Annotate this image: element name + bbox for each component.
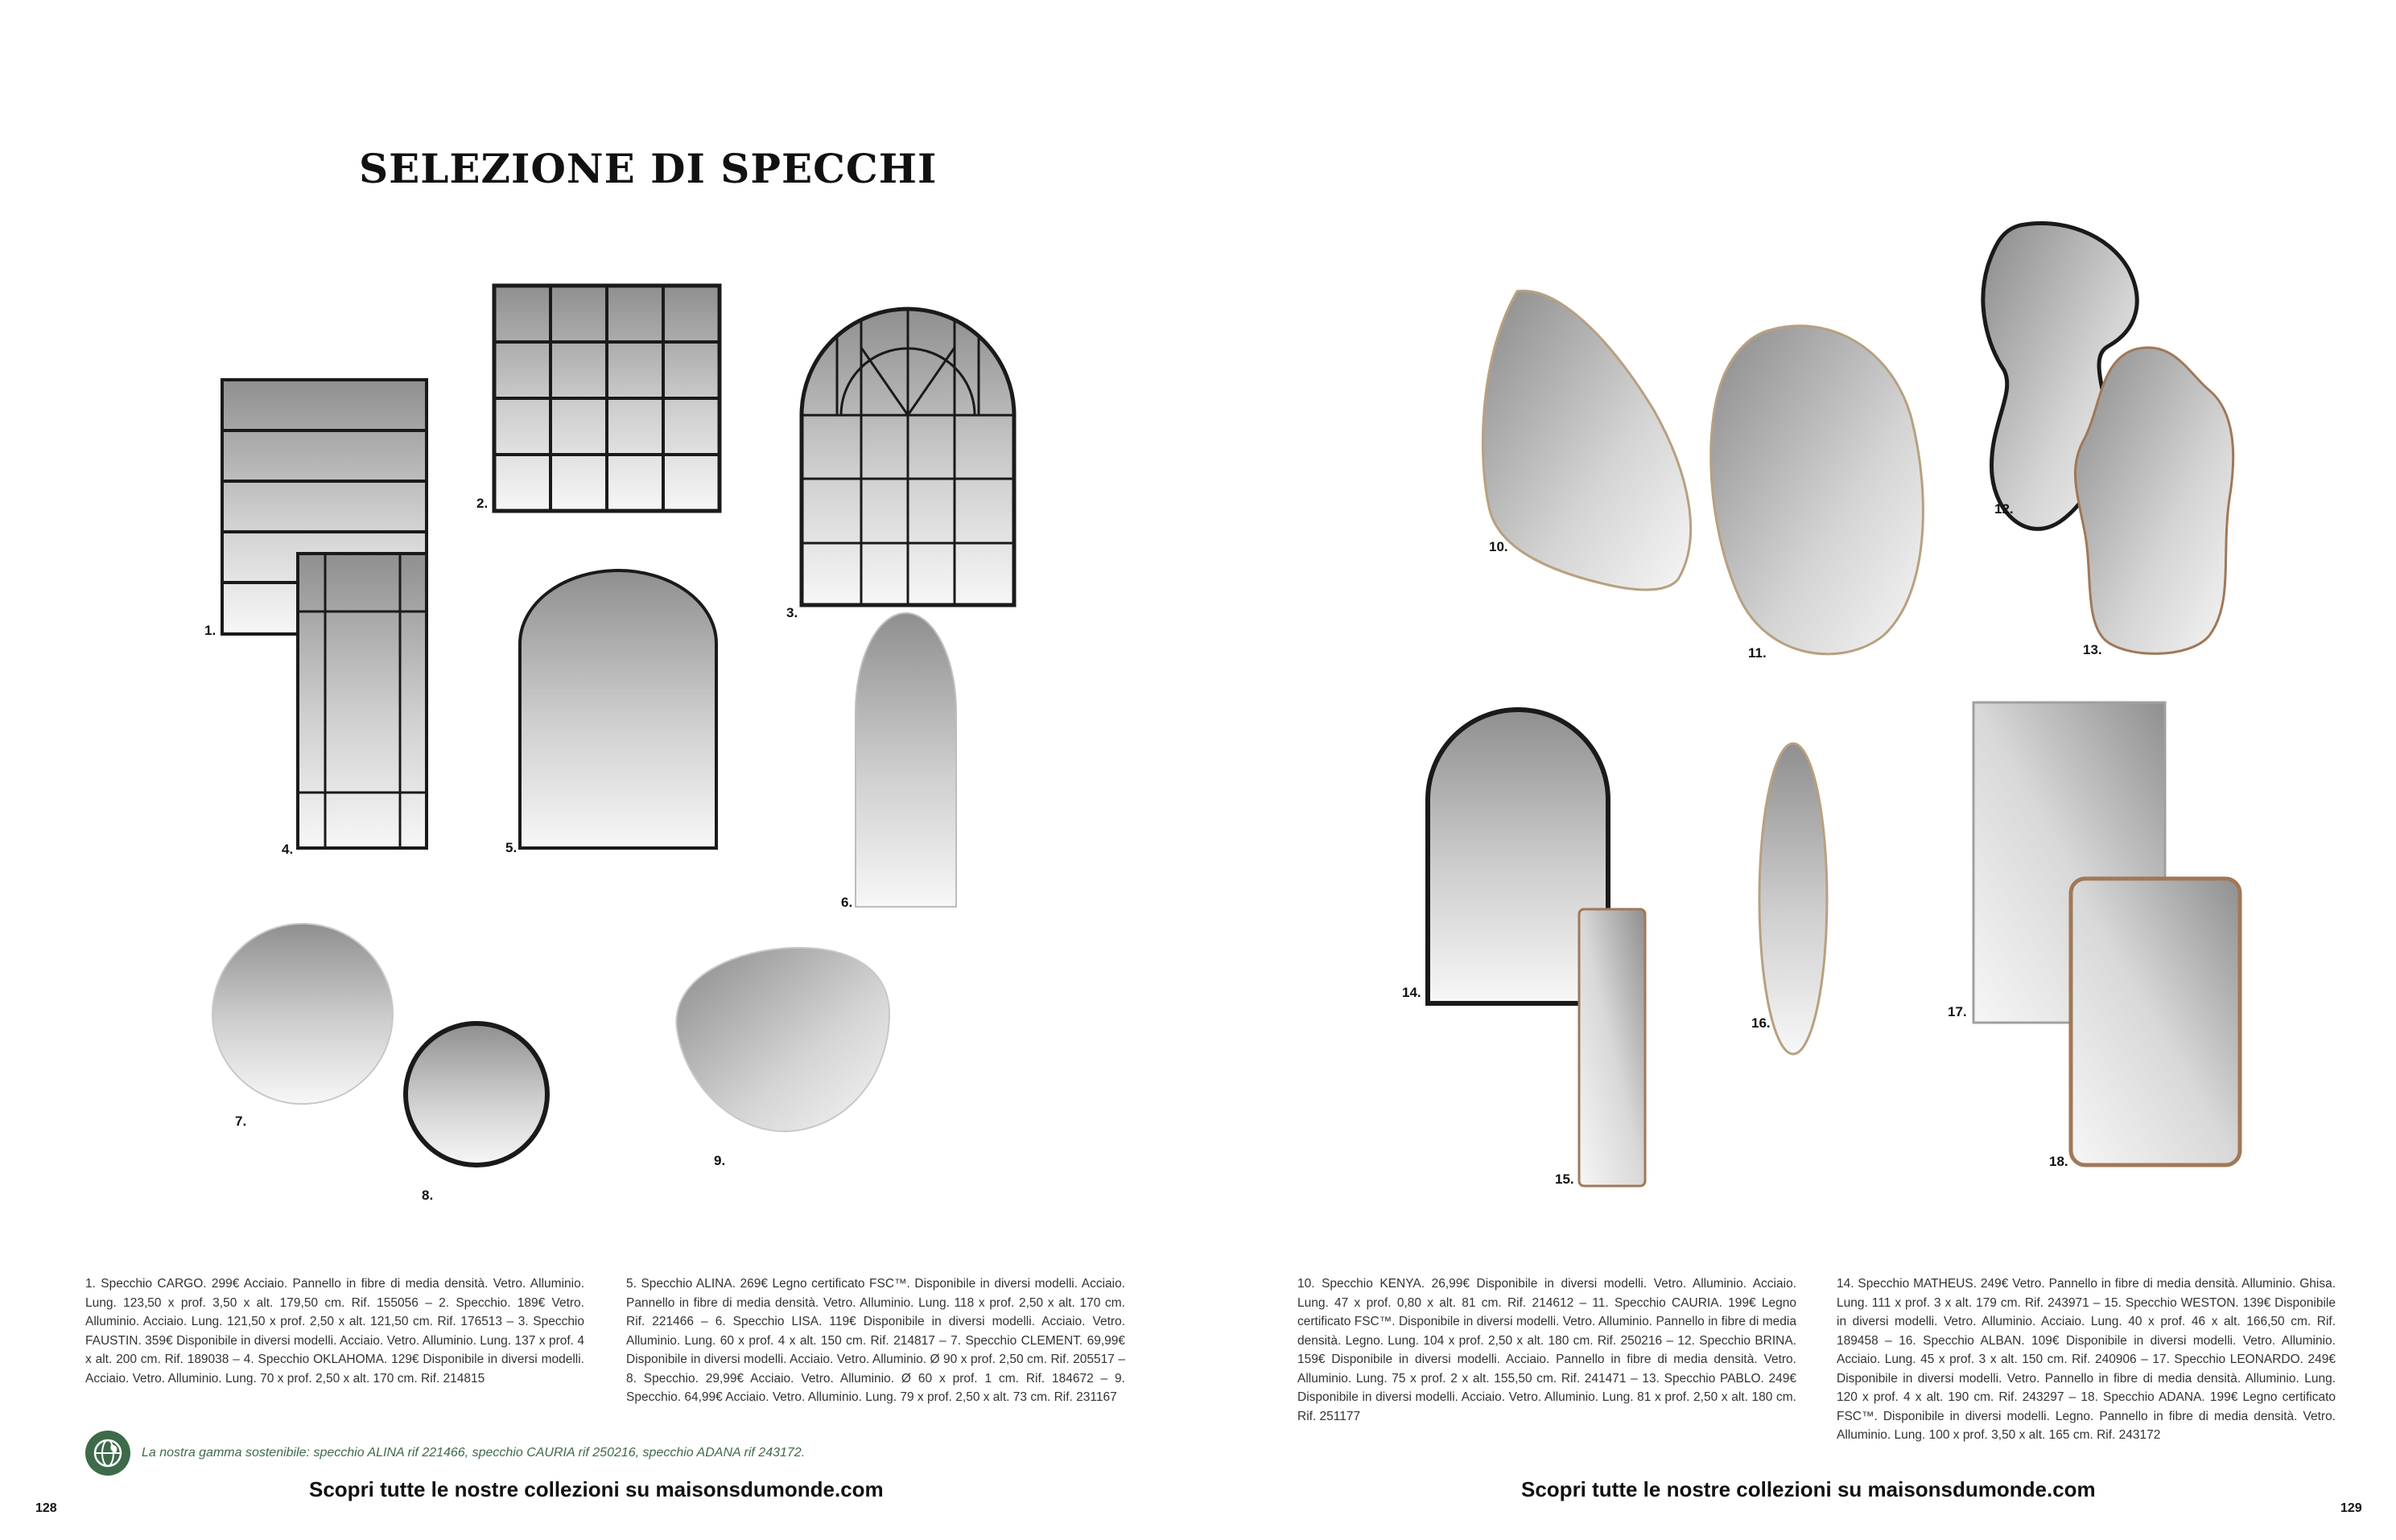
page-number-left: 128: [35, 1501, 57, 1515]
item-number-6: 6.: [841, 895, 853, 910]
item-number-11: 11.: [1748, 645, 1767, 661]
item-number-7: 7.: [235, 1114, 247, 1129]
mirror-10-kenya: [1483, 290, 1690, 590]
mirror-11-cauria: [1711, 326, 1924, 654]
item-number-10: 10.: [1489, 539, 1508, 554]
item-number-8: 8.: [422, 1188, 434, 1203]
mirror-9-organic: [676, 948, 889, 1131]
globe-leaf-icon: [85, 1431, 130, 1476]
item-number-5: 5.: [505, 840, 518, 855]
description-column-1: [85, 1274, 584, 1388]
sustainability-note: [85, 1431, 805, 1476]
mirror-8-round: [406, 1023, 547, 1165]
mirror-3-faustin: [802, 309, 1014, 605]
mirror-2-grid: [494, 286, 720, 511]
item-number-16: 16.: [1751, 1015, 1771, 1031]
mirror-16-alban: [1759, 743, 1827, 1054]
description-text-1: 1. Specchio CARGO. 299€ Acciaio. Pannello in fibre di media densità. Vetro. Alluminio. Lung. 123,50 x prof. 3,50 x alt. 179,50 cm. Rif. 155056 – 2. Specchio. 189€ Vetro. Alluminio. Acciaio. Lung. 121,50 x prof. 2,50 x alt. 121,50 cm. Rif. 176513 – 3. Specchio FAUSTIN. 359€ Disponibile in diversi modelli. Acciaio. Vetro. Alluminio. Lung. 137 x prof. 4 x alt. 200 cm. Rif. 189038 – 4. Specchio OKLAHOMA. 129€ Disponibile in diversi modelli. Acciaio. Vetro. Alluminio. Lung. 70 x prof. 2,50 x alt. 170 cm. Rif. 214815: [85, 1277, 584, 1386]
mirror-15-weston: [1579, 909, 1645, 1186]
sustainability-text: La nostra gamma sostenibile: specchio ALINA rif 221466, specchio CAURIA rif 250216, specchio ADANA rif 243172.: [142, 1446, 806, 1460]
item-number-15: 15.: [1555, 1171, 1574, 1187]
item-number-12: 12.: [1994, 501, 2014, 517]
mirror-6-lisa: [856, 613, 956, 907]
page-title: SELEZIONE DI SPECCHI: [359, 145, 938, 192]
item-number-3: 3.: [786, 605, 798, 620]
item-number-9: 9.: [714, 1153, 726, 1168]
item-number-1: 1.: [204, 623, 217, 638]
mirror-5-alina: [520, 570, 716, 848]
footer-link-left[interactable]: Scopri tutte le nostre collezioni su maisonsdumonde.com: [309, 1477, 884, 1501]
description-text-2: 5. Specchio ALINA. 269€ Legno certificato FSC™. Disponibile in diversi modelli. Acciaio. Pannello in fibre di media densità. Vetro. Alluminio. Lung. 118 x prof. 2,50 x alt. 170 cm. Rif. 221466 – 6. Specchio LISA. 119€ Disponibile in diversi modelli. Acciaio. Vetro. Alluminio. Lung. 60 x prof. 4 x alt. 150 cm. Rif. 214817 – 7. Specchio CLEMENT. 69,99€ Disponibile in diversi modelli. Acciaio. Vetro. Alluminio. Ø 90 x prof. 2,50 cm. Rif. 205517 – 8. Specchio. 29,99€ Acciaio. Vetro. Alluminio. Ø 60 x prof. 1 cm. Rif. 184672 – 9. Specchio. 64,99€ Acciaio. Vetro. Alluminio. Lung. 79 x prof. 2,50 x alt. 73 cm. Rif. 231167: [626, 1277, 1125, 1404]
item-number-14: 14.: [1402, 985, 1421, 1000]
item-number-13: 13.: [2083, 642, 2102, 657]
item-number-17: 17.: [1948, 1004, 1967, 1019]
description-text-4: 14. Specchio MATHEUS. 249€ Vetro. Pannello in fibre di media densità. Alluminio. Ghisa. Lung. 111 x prof. 3 x alt. 179 cm. Rif. 243971 – 15. Specchio WESTON. 139€ Disponibile in diversi modelli. Vetro. Alluminio. Acciaio. Lung. 40 x prof. 46 x alt. 166,50 cm. Rif. 189458 – 16. Specchio ALBAN. 109€ Disponibile in diversi modelli. Vetro. Alluminio. Acciaio. Lung. 45 x prof. 3 x alt. 150 cm. Rif. 240906 – 17. Specchio LEONARDO. 249€ Disponibile in diversi modelli. Vetro. Pannello in fibre di media densità. Alluminio. Lung. 120 x prof. 4 x alt. 190 cm. Rif. 243297 – 18. Specchio ADANA. 199€ Legno certificato FSC™. Disponibile in diversi modelli. Legno. Pannello in fibre di media densità. Vetro. Alluminio. Lung. 100 x prof. 3,50 x alt. 165 cm. Rif. 243172: [1837, 1277, 2336, 1442]
description-column-3: [1297, 1274, 1796, 1426]
footer-link-right[interactable]: Scopri tutte le nostre collezioni su maisonsdumonde.com: [1521, 1477, 2096, 1501]
description-text-3: 10. Specchio KENYA. 26,99€ Disponibile in diversi modelli. Vetro. Alluminio. Acciaio. Lung. 47 x prof. 0,80 x alt. 81 cm. Rif. 214612 – 11. Specchio CAURIA. 199€ Legno certificato FSC™. Disponibile in diversi modelli. Vetro. Alluminio. Pannello in fibre di media densità. Legno. Lung. 104 x prof. 2,50 x alt. 180 cm. Rif. 250216 – 12. Specchio BRINA. 159€ Disponibile in diversi modelli. Acciaio. Pannello in fibre di media densità. Vetro. Alluminio. Lung. 75 x prof. 2 x alt. 155,50 cm. Rif. 241471 – 13. Specchio PABLO. 249€ Disponibile in diversi modelli. Acciaio. Vetro. Alluminio. Lung. 81 x prof. 2,50 x alt. 180 cm. Rif. 251177: [1297, 1277, 1796, 1423]
mirror-4-oklahoma: [298, 554, 427, 848]
mirror-18-adana: [2071, 879, 2240, 1165]
description-column-2: [626, 1274, 1125, 1407]
description-column-4: [1837, 1274, 2336, 1445]
page-number-right: 129: [2340, 1501, 2362, 1515]
item-number-18: 18.: [2049, 1154, 2068, 1169]
mirror-7-clement: [212, 924, 393, 1104]
item-number-2: 2.: [476, 496, 489, 511]
item-number-4: 4.: [282, 842, 294, 857]
